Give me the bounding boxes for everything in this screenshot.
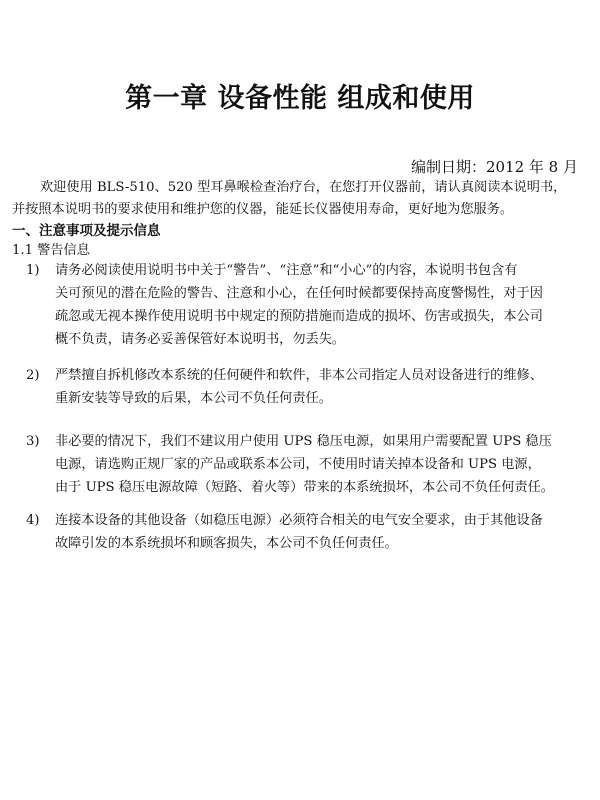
warning-line: 非必要的情况下，我们不建议用户使用 UPS 稳压电源，如果用户需要配置 UPS 稳压 <box>55 434 552 449</box>
intro-line: 并按照本说明书的要求使用和维护您的仪器，能延长仪器使用寿命，更好地为您服务。 <box>12 202 514 217</box>
warning-item <box>26 509 574 555</box>
warning-number: 3) <box>26 434 40 449</box>
intro-paragraph <box>12 177 578 221</box>
warning-number: 1) <box>26 263 40 278</box>
warning-line: 疏忽或无视本操作使用说明书中规定的预防措施而造成的损坏、伤害或损失，本公司 <box>55 309 543 324</box>
warning-line: 关可预见的潜在危险的警告、注意和小心，在任何时候都要保持高度警惕性，对于因 <box>55 286 543 301</box>
warning-line: 故障引发的本系统损坏和顾客损失，本公司不负任何责任。 <box>55 536 398 551</box>
warning-item <box>26 430 574 499</box>
warning-line: 严禁擅自拆机修改本系统的任何硬件和软件，非本公司指定人员对设备进行的维修、 <box>55 368 543 383</box>
warning-item <box>26 364 574 410</box>
intro-line: 欢迎使用 BLS-510、520 型耳鼻喉检查治疗台，在您打开仪器前，请认真阅读本说明书， <box>40 180 567 195</box>
subsection-heading: 1.1 警告信息 <box>12 243 90 258</box>
warning-line: 请务必阅读使用说明书中关于“警告”、“注意”和“小心”的内容，本说明书包含有 <box>55 263 518 278</box>
warning-line: 重新安装等导致的后果，本公司不负任何责任。 <box>55 391 332 406</box>
warning-item <box>26 259 574 351</box>
section-heading: 一、注意事项及提示信息 <box>12 223 161 239</box>
compile-date: 编制日期：2012 年 8 月 <box>410 158 578 176</box>
warning-line: 电源，请选购正规厂家的产品或联系本公司，不使用时请关掉本设备和 UPS 电源， <box>55 457 541 472</box>
warning-number: 4) <box>26 513 40 528</box>
warning-number: 2) <box>26 368 40 383</box>
warning-line: 连接本设备的其他设备（如稳压电源）必须符合相关的电气安全要求，由于其他设备 <box>55 513 543 528</box>
warning-line: 概不负责，请务必妥善保管好本说明书，勿丢失。 <box>55 332 346 347</box>
warning-line: 由于 UPS 稳压电源故障（短路、着火等）带来的本系统损坏，本公司不负任何责任。 <box>55 480 554 495</box>
chapter-title: 第一章 设备性能 组成和使用 <box>125 83 475 114</box>
